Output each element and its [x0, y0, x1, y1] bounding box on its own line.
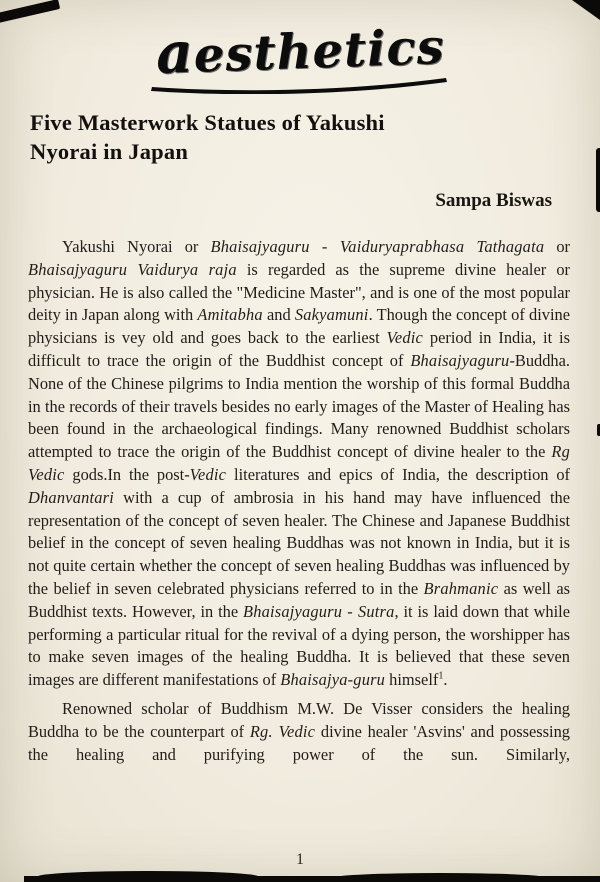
article-title: [30, 108, 480, 166]
paragraph-1: Yakushi Nyorai or Bhaisajyaguru - Vaiduryaprabhasa Tathagata or Bhaisajyaguru Vaidurya raja is regarded as the supreme divine healer or physician. He is also called the "Medicine Master", and is one of the most popular deity in Japan along with Amitabha and Sakyamuni. Though the concept of divine physicians is vey old and goes back to the earliest Vedic period in India, it is difficult to trace the origin of the Buddhist concept of Bhaisajyaguru-Buddha. None of the Chinese pilgrims to India mention the worship of this formal Buddha in the records of their travels besides no early images of the Master of Healing has been found in the archaeological findings. Many renowned Buddhist scholars attempted to trace the origin of the Buddhist concept of divine healer to the Rg Vedic gods.In the post-Vedic literatures and epics of India, the description of Dhanvantari with a cup of ambrosia in his hand may have influenced the representation of the concept of seven healer. The Chinese and Japanese Buddhist belief in the concept of seven healing Buddhas was not known in India, but it is not quite certain whether the concept of seven healing Buddhas was influenced by the belief in seven celebrated physicians referred to in the Brahmanic as well as Buddhist texts. However, in the Bhaisajyaguru - Sutra, it is laid down that while performing a particular ritual for the revival of a dying person, the worshipper has to make seven images of the healing Buddha. It is believed that these seven images are different manifestations of Bhaisajya-guru himself$^1$.: [28, 237, 570, 690]
scan-artifact-right-edge: [596, 148, 600, 212]
journal-logo: aesthetics: [154, 18, 446, 88]
masthead: [0, 0, 600, 94]
page-number: 1: [296, 851, 304, 868]
author-name: Sampa Biswas: [435, 190, 552, 211]
article-body: [28, 236, 570, 766]
paragraph-2: Renowned scholar of Buddhism M.W. De Visser considers the healing Buddha to be the counterpart of Rg. Vedic divine healer 'Asvins' and possessing the healing and purifying power of the sun. Similarly,: [28, 698, 571, 764]
scan-artifact-bottom-bump-right: [335, 873, 545, 882]
article-title-line-2: Nyorai in Japan: [30, 139, 189, 164]
article-title-line-1: Five Masterwork Statues of Yakushi: [30, 110, 385, 135]
scan-artifact-bottom-bump-left: [38, 871, 258, 882]
